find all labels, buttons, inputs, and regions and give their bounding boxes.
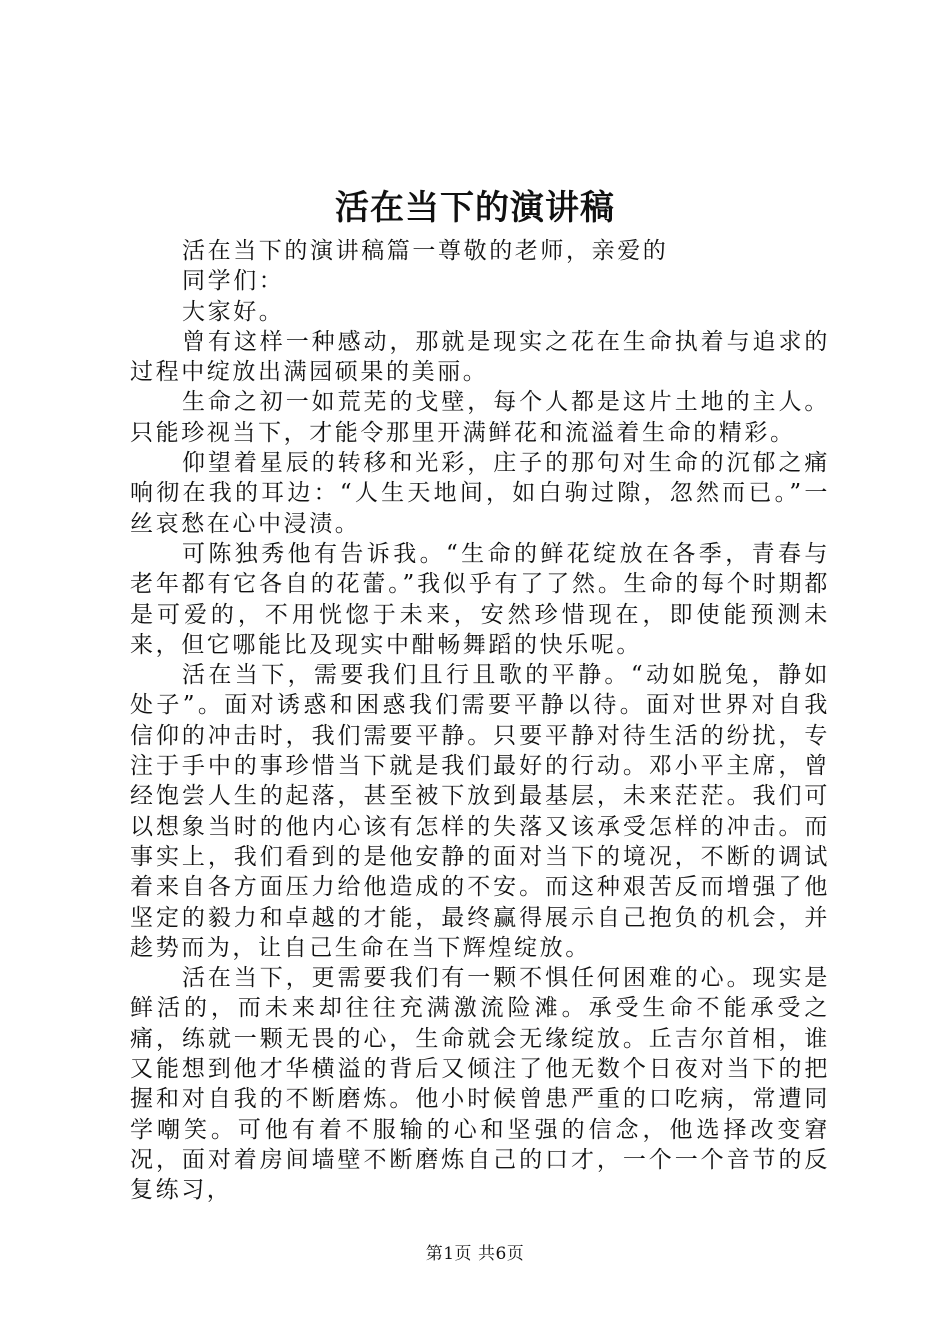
paragraph: 仰望着星辰的转移和光彩，庄子的那句对生命的沉郁之痛响彻在我的耳边：“人生天地间，如白驹过隙，忽然而已。”一丝哀愁在心中浸渍。: [130, 450, 830, 537]
paragraph: 生命之初一如荒芜的戈壁，每个人都是这片土地的主人。只能珍视当下，才能令那里开满鲜花和流溢着生命的精彩。: [130, 389, 830, 446]
page-footer: 第1页 共6页: [425, 1244, 525, 1264]
paragraph: 活在当下，需要我们且行且歌的平静。“动如脱兔，静如处子”。面对诱惑和困惑我们需要平静以待。面对世界对自我信仰的冲击时，我们需要平静。只要平静对待生活的纷扰，专注于手中的事珍惜当下就是我们最好的行动。邓小平主席，曾经饱尝人生的起落，甚至被下放到最基层，未来茫茫。我们可以想象当时的他内心该有怎样的失落又该承受怎样的冲击。而事实上，我们看到的是他安静的面对当下的境况，不断的调试着来自各方面压力给他造成的不安。而这种艰苦反而增强了他坚定的毅力和卓越的才能，最终赢得展示自己抱负的机会，并趁势而为，让自己生命在当下辉煌绽放。: [130, 662, 830, 961]
document-body: [130, 236, 830, 1206]
paragraph: 同学们：: [182, 268, 285, 295]
document-title: 活在当下的演讲稿: [335, 188, 615, 228]
paragraph: 可陈独秀他有告诉我。“生命的鲜花绽放在各季，青春与老年都有它各自的花蕾。”我似乎有了了然。生命的每个时期都是可爱的，不用恍惚于未来，安然珍惜现在，即使能预测未来，但它哪能比及现实中酣畅舞蹈的快乐呢。: [130, 540, 830, 658]
paragraph: 大家好。: [182, 298, 285, 325]
paragraph: 活在当下的演讲稿篇一尊敬的老师，亲爱的: [182, 238, 669, 264]
paragraph: 曾有这样一种感动，那就是现实之花在生命执着与追求的过程中绽放出满园硕果的美丽。: [130, 328, 830, 386]
paragraph: 活在当下，更需要我们有一颗不惧任何困难的心。现实是鲜活的，而未来却往往充满激流险滩。承受生命不能承受之痛，练就一颗无畏的心，生命就会无缘绽放。丘吉尔首相，谁又能想到他才华横溢的背后又倾注了他无数个日夜对当下的把握和对自我的不断磨炼。他小时候曾患严重的口吃病，常遭同学嘲笑。可他有着不服输的心和坚强的信念，他选择改变窘况，面对着房间墙壁不断磨炼自己的口才，一个一个音节的反复练习，: [130, 965, 830, 1204]
